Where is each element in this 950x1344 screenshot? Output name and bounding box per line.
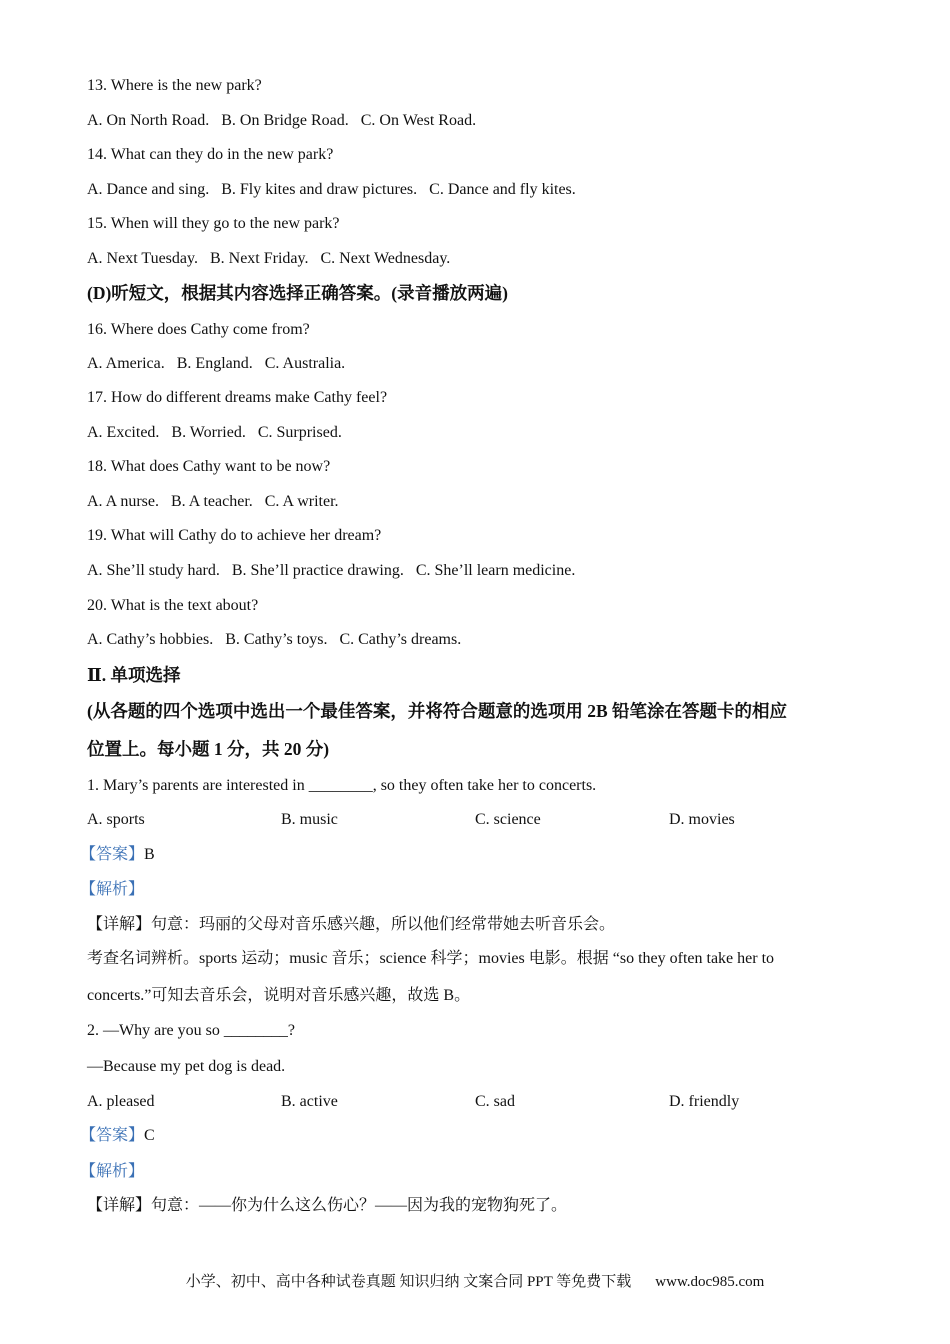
text-line: 15. When will they go to the new park? xyxy=(87,215,340,232)
answer-line xyxy=(80,845,155,865)
option: D. friendly xyxy=(669,1093,740,1110)
footer xyxy=(0,1270,950,1291)
text-line: A. Dance and sing. B. Fly kites and draw pictures. C. Dance and fly kites. xyxy=(87,181,576,198)
answer-line xyxy=(80,1126,155,1146)
option: D. movies xyxy=(669,811,735,828)
text-line: 13. Where is the new park? xyxy=(87,77,262,94)
answer-value: C xyxy=(144,1127,155,1144)
text-line: 1. Mary’s parents are interested in ________, so they often take her to concerts. xyxy=(87,777,597,794)
options-row xyxy=(0,810,950,830)
text-line: —Because my pet dog is dead. xyxy=(87,1058,286,1075)
text-line: 【详解】句意：玛丽的父母对音乐感兴趣，所以他们经常带她去听音乐会。 xyxy=(87,916,616,933)
option: B. music xyxy=(281,811,338,828)
section-heading: 位置上。每小题 1 分，共 20 分) xyxy=(87,739,330,759)
text-line: 【详解】句意：——你为什么这么伤心？——因为我的宠物狗死了。 xyxy=(87,1197,568,1214)
text-line: 16. Where does Cathy come from? xyxy=(87,321,310,338)
text-line: 2. —Why are you so ________? xyxy=(87,1022,295,1039)
option: A. sports xyxy=(87,811,145,828)
option: C. sad xyxy=(475,1093,515,1110)
text-line: 20. What is the text about? xyxy=(87,597,259,614)
answer-label: 【解析】 xyxy=(80,1163,145,1180)
text-line: 考查名词辨析。sports 运动；music 音乐；science 科学；movies 电影。根据 “so they often take her to xyxy=(87,950,775,967)
text-line: A. Excited. B. Worried. C. Surprised. xyxy=(87,424,342,441)
answer-line xyxy=(80,880,144,900)
text-line: 14. What can they do in the new park? xyxy=(87,146,334,163)
footer-url: www.doc985.com xyxy=(655,1274,765,1290)
text-line: concerts.”可知去音乐会，说明对音乐感兴趣，故选 B。 xyxy=(87,987,471,1004)
text-line: A. Next Tuesday. B. Next Friday. C. Next Wednesday. xyxy=(87,250,451,267)
option: C. science xyxy=(475,811,541,828)
text-line: A. A nurse. B. A teacher. C. A writer. xyxy=(87,493,339,510)
section-heading: Ⅱ. 单项选择 xyxy=(87,665,181,685)
answer-line xyxy=(80,1162,144,1182)
section-heading: (D)听短文，根据其内容选择正确答案。(录音播放两遍) xyxy=(87,283,508,303)
answer-label: 【解析】 xyxy=(80,881,145,898)
option: B. active xyxy=(281,1093,338,1110)
text-line: A. On North Road. B. On Bridge Road. C. On West Road. xyxy=(87,112,477,129)
answer-label: 【答案】 xyxy=(80,1127,145,1144)
answer-label: 【答案】 xyxy=(80,846,145,863)
text-line: A. America. B. England. C. Australia. xyxy=(87,355,346,372)
text-line: 18. What does Cathy want to be now? xyxy=(87,458,331,475)
text-line: 17. How do different dreams make Cathy feel? xyxy=(87,389,388,406)
text-line: 19. What will Cathy do to achieve her dream? xyxy=(87,527,382,544)
section-heading: (从各题的四个选项中选出一个最佳答案，并将符合题意的选项用 2B 铅笔涂在答题卡的相应 xyxy=(87,701,787,721)
options-row xyxy=(0,1092,950,1112)
answer-value: B xyxy=(144,846,155,863)
footer-text: 小学、初中、高中各种试卷真题 知识归纳 文案合同 PPT 等免费下载 xyxy=(185,1274,632,1290)
option: A. pleased xyxy=(87,1093,155,1110)
text-line: A. She’ll study hard. B. She’ll practice drawing. C. She’ll learn medicine. xyxy=(87,562,576,579)
text-line: A. Cathy’s hobbies. B. Cathy’s toys. C. Cathy’s dreams. xyxy=(87,631,462,648)
